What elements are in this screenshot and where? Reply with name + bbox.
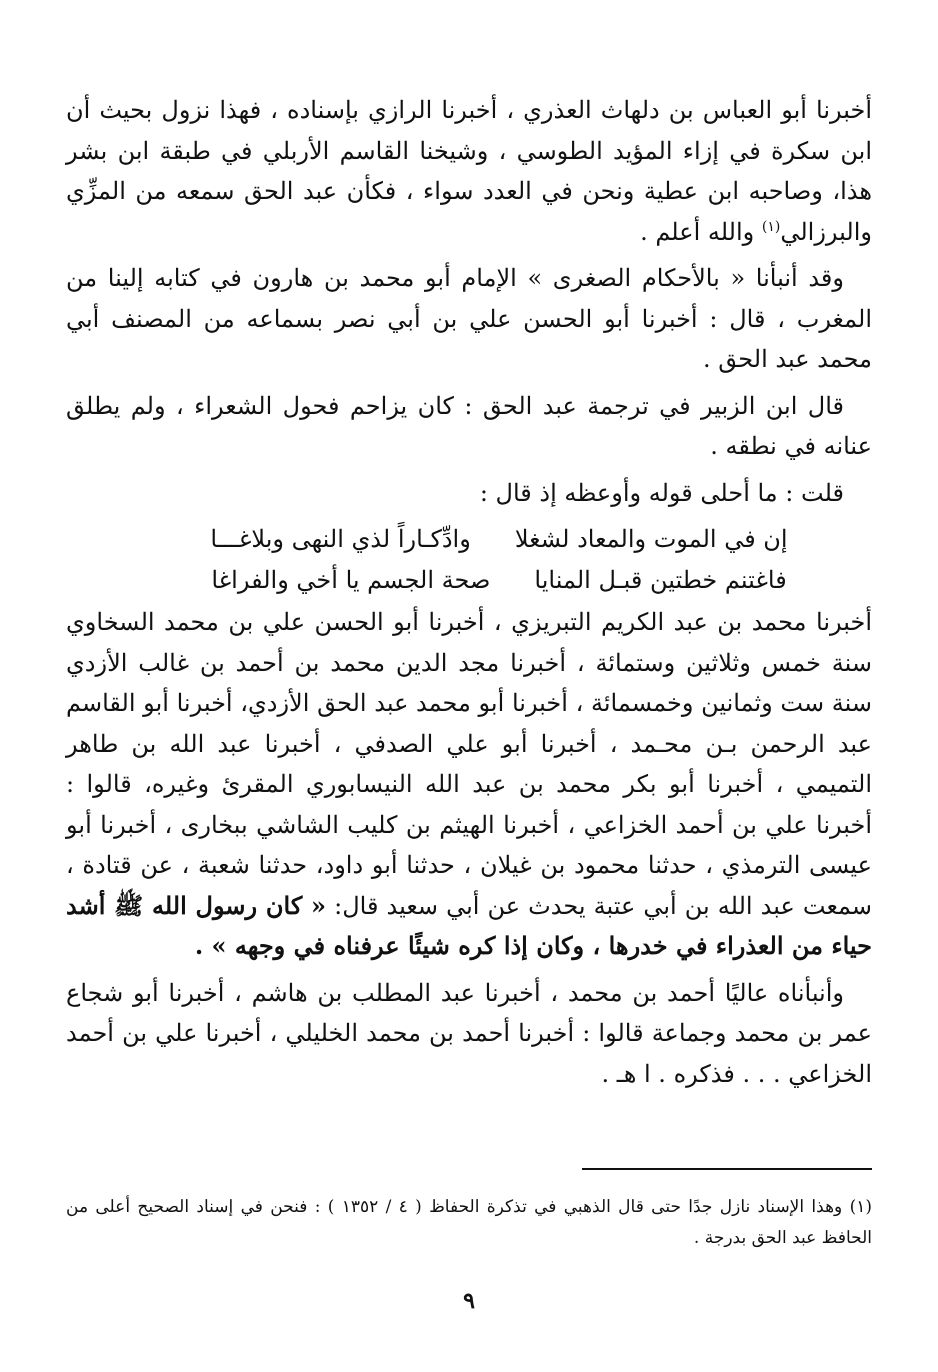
hadith-text: « كان رسول الله ﷺ أشد حياء من العذراء في خدرها ، وكان إذا كره شيئًا عرفناه في وجهه » .: [66, 890, 872, 960]
verse-second-hemistich: صحة الجسم يا أخي والفراغا: [211, 565, 491, 594]
footnote-divider: [582, 1168, 872, 1170]
footnote-ref[interactable]: (١): [761, 218, 781, 235]
paragraph-4: قلت : ما أحلى قوله وأوعظه إذ قال :: [479, 478, 844, 507]
closing-paragraph: وأنبأناه عاليًا أحمد بن محمد ، أخبرنا عبد المطلب بن هاشم ، أخبرنا أبو شجاع عمر بن محمد وجماعة قالوا : أخبرنا أحمد بن محمد الخليلي ، أخبرنا علي بن أحمد الخزاعي . . . فذكره . ا هـ .: [66, 978, 872, 1088]
paragraph-1-text: أخبرنا أبو العباس بن دلهاث العذري ، أخبرنا الرازي بإسناده ، فهذا نزول بحيث أن ابن سكرة في إزاء المؤيد الطوسي ، وشيخنا القاسم الأربلي في طبقة ابن بشر هذا، وصاحبه ابن عطية ونحن في العدد سواء ، فكأن عبد الحق سمعه من المزِّي والبرزالي: [66, 96, 872, 246]
paragraph-2: وقد أنبأنا « بالأحكام الصغرى » الإمام أبو محمد بن هارون في كتابه إلينا من المغرب ، قال : أخبرنا أبو الحسن علي بن أبي نصر بسماعه من المصنف أبي محمد عبد الحق .: [66, 264, 872, 373]
paragraph-1: [66, 90, 872, 252]
paragraph-1-tail: والله أعلم .: [640, 217, 762, 246]
verse-line: [66, 519, 872, 560]
isnad-paragraph: [66, 602, 872, 967]
verse-second-hemistich: وادِّكـاراً لذي النهى وبلاغـــا: [210, 525, 471, 553]
page-body: [66, 90, 872, 1100]
verse-first-hemistich: فاغتنم خطتين قبـل المنايا: [534, 565, 787, 594]
footnote: (١) وهذا الإسناد نازل جدًا حتى قال الذهبي في تذكرة الحفاظ ( ٤ / ١٣٥٢ ) : فنحن في إسناد الصحيح أعلى من الحافظ عبد الحق بدرجة .: [66, 1197, 872, 1248]
page-number: ٩: [463, 1288, 475, 1314]
verse-line: [66, 560, 872, 601]
verse-first-hemistich: إن في الموت والمعاد لشغلا: [514, 525, 788, 553]
paragraph-3: قال ابن الزبير في ترجمة عبد الحق : كان يزاحم فحول الشعراء ، ولم يطلق عنانه في نطقه .: [66, 391, 872, 460]
poem: [66, 519, 872, 600]
isnad-text: أخبرنا محمد بن عبد الكريم التبريزي ، أخبرنا أبو الحسن علي بن محمد السخاوي سنة خمس وثلاثين وستمائة ، أخبرنا مجد الدين محمد بن أحمد بن غالب الأزدي سنة ست وثمانين وخمسمائة ، أخبرنا أبو محمد عبد الحق الأزدي، أخبرنا أبو القاسم عبد الرحمن بـن محـمد ، أخبرنا أبو علي الصدفي ، أخبرنا عبد الله بن طاهر التميمي ، أخبرنا أبو بكر محمد بن عبد الله النيسابوري المقرئ وغيره، قالوا : أخبرنا علي بن أحمد الخزاعي ، أخبرنا الهيثم بن كليب الشاشي ببخارى ، أخبرنا أبو عيسى الترمذي ، حدثنا محمود بن غيلان ، حدثنا أبو داود، حدثنا شعبة ، عن قتادة ، سمعت عبد الله بن أبي عتبة يحدث عن أبي سعيد قال:: [66, 608, 873, 920]
